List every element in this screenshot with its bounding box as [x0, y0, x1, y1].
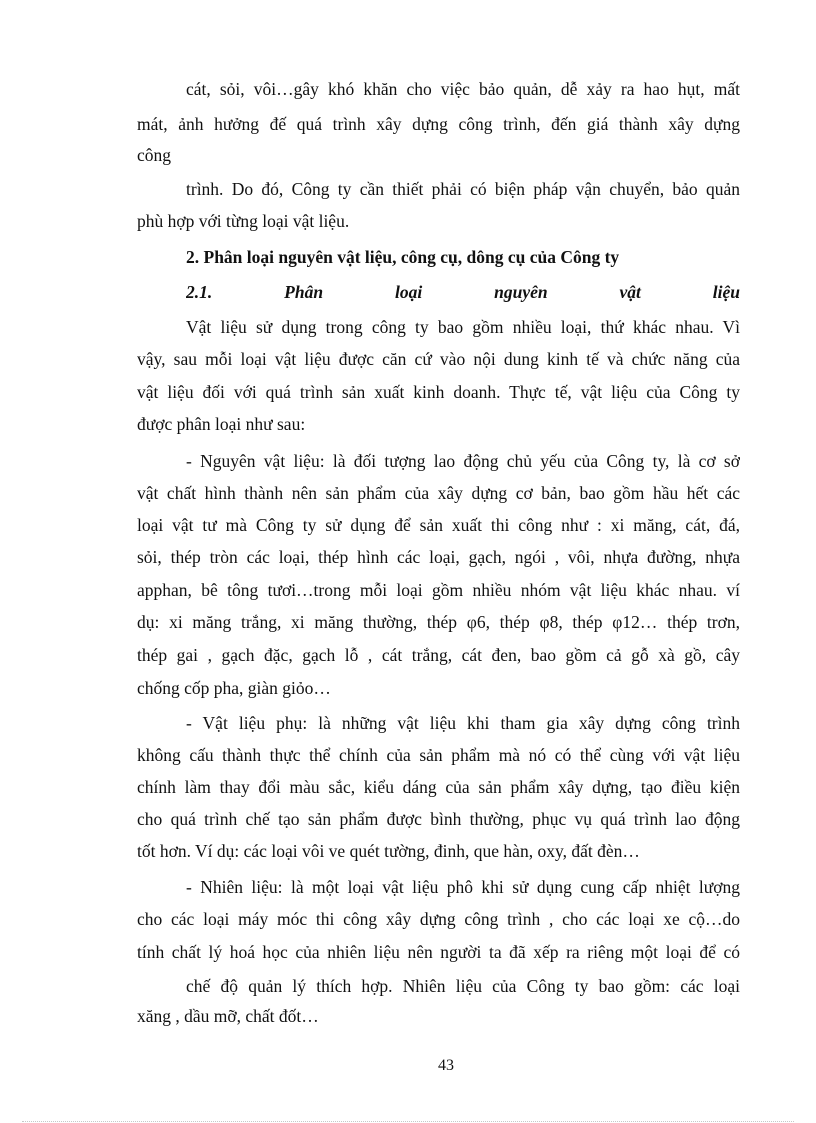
body-line: được phân loại như sau:: [137, 414, 306, 434]
section-heading: 2. Phân loại nguyên vật liệu, công cụ, dông cụ của Công ty: [186, 247, 620, 267]
page-bottom-divider: [22, 1121, 794, 1122]
subsection-heading: 2.1. Phân loại nguyên vật liệu: [186, 282, 740, 302]
body-line: chế độ quản lý thích hợp. Nhiên liệu của Công ty bao gồm: các loại: [186, 976, 740, 996]
body-line: cho quá trình chế tạo sản phẩm được bình thường, phục vụ quá trình lao động: [137, 809, 740, 829]
body-line: xăng , dầu mỡ, chất đốt…: [137, 1006, 319, 1026]
body-line: - Nhiên liệu: là một loại vật liệu phô khi sử dụng cung cấp nhiệt lượng: [186, 877, 740, 897]
body-line: loại vật tư mà Công ty sử dụng để sản xuất thi công như : xi măng, cát, đá,: [137, 515, 740, 535]
body-line: Vật liệu sử dụng trong công ty bao gồm nhiều loại, thứ khác nhau. Vì: [186, 317, 740, 337]
body-line: - Nguyên vật liệu: là đối tượng lao động chủ yếu của Công ty, là cơ sở: [186, 451, 740, 471]
body-line: dụ: xi măng trắng, xi măng thường, thép φ6, thép φ8, thép φ12… thép trơn,: [137, 612, 740, 632]
body-line: sỏi, thép tròn các loại, thép hình các loại, gạch, ngói , vôi, nhựa đường, nhựa: [137, 547, 740, 567]
body-line: cho các loại máy móc thi công xây dựng công trình , cho các loại xe cộ…do: [137, 909, 740, 929]
body-line: trình. Do đó, Công ty cần thiết phải có biện pháp vận chuyển, bảo quản: [186, 179, 740, 199]
page-number: 43: [438, 1057, 454, 1074]
body-line: vậy, sau mỗi loại vật liệu được căn cứ vào nội dung kinh tế và chức năng của: [137, 349, 740, 369]
body-line: thép gai , gạch đặc, gạch lỗ , cát trắng, cát đen, bao gồm cả gỗ xà gồ, cây: [137, 645, 740, 665]
body-line: công: [137, 145, 172, 165]
body-line: apphan, bê tông tươi…trong mỗi loại gồm nhiều nhóm vật liệu khác nhau. ví: [137, 580, 740, 600]
body-line: - Vật liệu phụ: là những vật liệu khi tham gia xây dựng công trình: [186, 713, 740, 733]
body-line: không cấu thành thực thể chính của sản phẩm mà nó có thể cùng với vật liệu: [137, 745, 740, 765]
body-line: chống cốp pha, giàn giỏo…: [137, 678, 331, 698]
body-line: vật liệu đối với quá trình sản xuất kinh doanh. Thực tế, vật liệu của Công ty: [137, 382, 740, 402]
body-line: phù hợp với từng loại vật liệu.: [137, 211, 350, 231]
body-line: vật chất hình thành nên sản phẩm của xây dựng cơ bản, bao gồm hầu hết các: [137, 483, 740, 503]
body-line: chính làm thay đổi màu sắc, kiểu dáng của sản phẩm xây dựng, tạo điều kiện: [137, 777, 740, 797]
body-line: tốt hơn. Ví dụ: các loại vôi ve quét tường, đinh, que hàn, oxy, đất đèn…: [137, 841, 640, 861]
body-line: cát, sỏi, vôi…gây khó khăn cho việc bảo quản, dễ xảy ra hao hụt, mất: [186, 79, 740, 99]
body-line: mát, ảnh hưởng đế quá trình xây dựng công trình, đến giá thành xây dựng: [137, 114, 740, 134]
body-line: tính chất lý hoá học của nhiên liệu nên người ta đã xếp ra riêng một loại để có: [137, 942, 740, 962]
